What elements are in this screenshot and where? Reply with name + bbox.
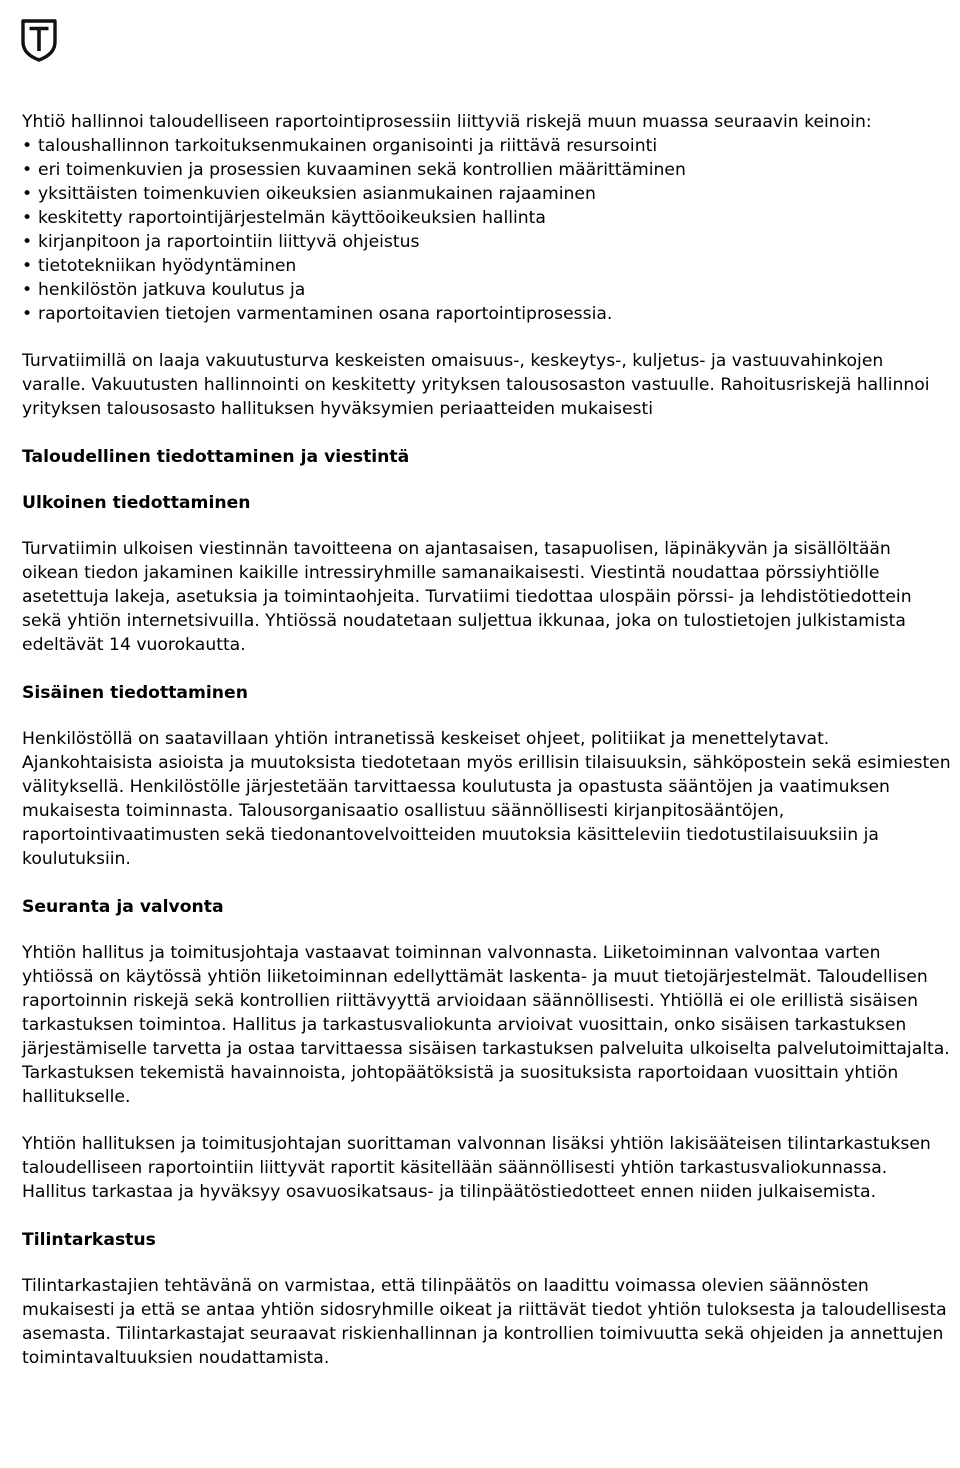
list-item: • kirjanpitoon ja raportointiin liittyvä ohjeistus: [22, 230, 952, 254]
company-logo-icon: [20, 18, 58, 62]
internal-communication-paragraph: Henkilöstöllä on saatavillaan yhtiön intranetissä keskeiset ohjeet, politiikat ja menettelytavat. Ajankohtaisista asioista ja muutoksista tiedotetaan myös erillisin tilaisuuksin, sähköpostein sekä esimiesten välityksellä. Henkilöstölle järjestetään tarvittaessa koulutusta ja opastusta sääntöjen ja vaatimuksen mukaisesta toiminnasta. Talousorganisaatio osallistuu säännöllisesti kirjanpitosääntöjen, raportointivaatimusten sekä tiedonantovelvoitteiden muutoksia käsitteleviin tiedotustilaisuuksiin ja koulutuksiin.: [22, 729, 951, 869]
document-body: [22, 110, 952, 1370]
list-item: • raportoitavien tietojen varmentaminen osana raportointiprosessia.: [22, 302, 952, 326]
section-heading-monitoring: Seuranta ja valvonta: [22, 897, 224, 917]
list-item: • tietotekniikan hyödyntäminen: [22, 254, 952, 278]
external-communication-paragraph: Turvatiimin ulkoisen viestinnän tavoitteena on ajantasaisen, tasapuolisen, läpinäkyvän ja sisällöltään oikean tiedon jakaminen kaikille intressiryhmille samanaikaisesti. Viestintä noudattaa pörssiyhtiölle asetettuja lakeja, asetuksia ja toimintaohjeita. Turvatiimi tiedottaa ulospäin pörssi- ja lehdistötiedottein sekä yhtiön internetsivuilla. Yhtiössä noudatetaan suljettua ikkunaa, joka on tulostietojen julkistamista edeltävät 14 vuorokautta.: [22, 539, 912, 655]
section-heading-communication: Taloudellinen tiedottaminen ja viestintä: [22, 447, 410, 467]
audit-paragraph: Tilintarkastajien tehtävänä on varmistaa, että tilinpäätös on laadittu voimassa olevien säännösten mukaisesti ja että se antaa yhtiön sidosryhmille oikeat ja riittävät tiedot yhtiön tuloksesta ja taloudellisesta asemasta. Tilintarkastajat seuraavat riskienhallinnan ja kontrollien toimivuutta sekä ohjeiden ja annettujen toimintavaltuuksien noudattamista.: [22, 1276, 947, 1368]
intro-paragraph: Yhtiö hallinnoi taloudelliseen raportointiprosessiin liittyviä riskejä muun muassa seuraavin keinoin:: [22, 112, 872, 132]
section-heading-external: Ulkoinen tiedottaminen: [22, 493, 251, 513]
monitoring-paragraph-2: Yhtiön hallituksen ja toimitusjohtajan suorittaman valvonnan lisäksi yhtiön lakisääteisen tilintarkastuksen taloudelliseen raportointiin liittyvät raportit käsitellään säännöllisesti yhtiön tarkastusvaliokunnassa. Hallitus tarkastaa ja hyväksyy osavuosikatsaus- ja tilinpäätöstiedotteet ennen niiden julkaisemista.: [22, 1134, 931, 1202]
list-item: • henkilöstön jatkuva koulutus ja: [22, 278, 952, 302]
insurance-paragraph: Turvatiimillä on laaja vakuutusturva keskeisten omaisuus-, keskeytys-, kuljetus- ja vastuuvahinkojen varalle. Vakuutusten hallinnointi on keskitetty yrityksen talousosaston vastuulle. Rahoitusriskejä hallinnoi yrityksen talousosasto hallituksen hyväksymien periaatteiden mukaisesti: [22, 351, 930, 419]
list-item: • eri toimenkuvien ja prosessien kuvaaminen sekä kontrollien määrittäminen: [22, 158, 952, 182]
list-item: • keskitetty raportointijärjestelmän käyttöoikeuksien hallinta: [22, 206, 952, 230]
list-item: • yksittäisten toimenkuvien oikeuksien asianmukainen rajaaminen: [22, 182, 952, 206]
list-item: • taloushallinnon tarkoituksenmukainen organisointi ja riittävä resursointi: [22, 134, 952, 158]
section-heading-internal: Sisäinen tiedottaminen: [22, 683, 248, 703]
section-heading-audit: Tilintarkastus: [22, 1230, 156, 1250]
monitoring-paragraph-1: Yhtiön hallitus ja toimitusjohtaja vastaavat toiminnan valvonnasta. Liiketoiminnan valvontaa varten yhtiössä on käytössä yhtiön liiketoiminnan edellyttämät laskenta- ja muut tietojärjestelmät. Taloudellisen raportoinnin riskejä sekä kontrollien riittävyyttä arvioidaan säännöllisesti. Yhtiöllä ei ole erillistä sisäisen tarkastuksen toimintoa. Hallitus ja tarkastusvaliokunta arvioivat vuosittain, onko sisäisen tarkastuksen järjestämiselle tarvetta ja ostaa tarvittaessa sisäisen tarkastuksen palveluita ulkoiselta palvelutoimittajalta. Tarkastuksen tekemistä havainnoista, johtopäätöksistä ja suosituksista raportoidaan vuosittain yhtiön hallitukselle.: [22, 943, 950, 1107]
risk-control-list: [22, 134, 952, 326]
